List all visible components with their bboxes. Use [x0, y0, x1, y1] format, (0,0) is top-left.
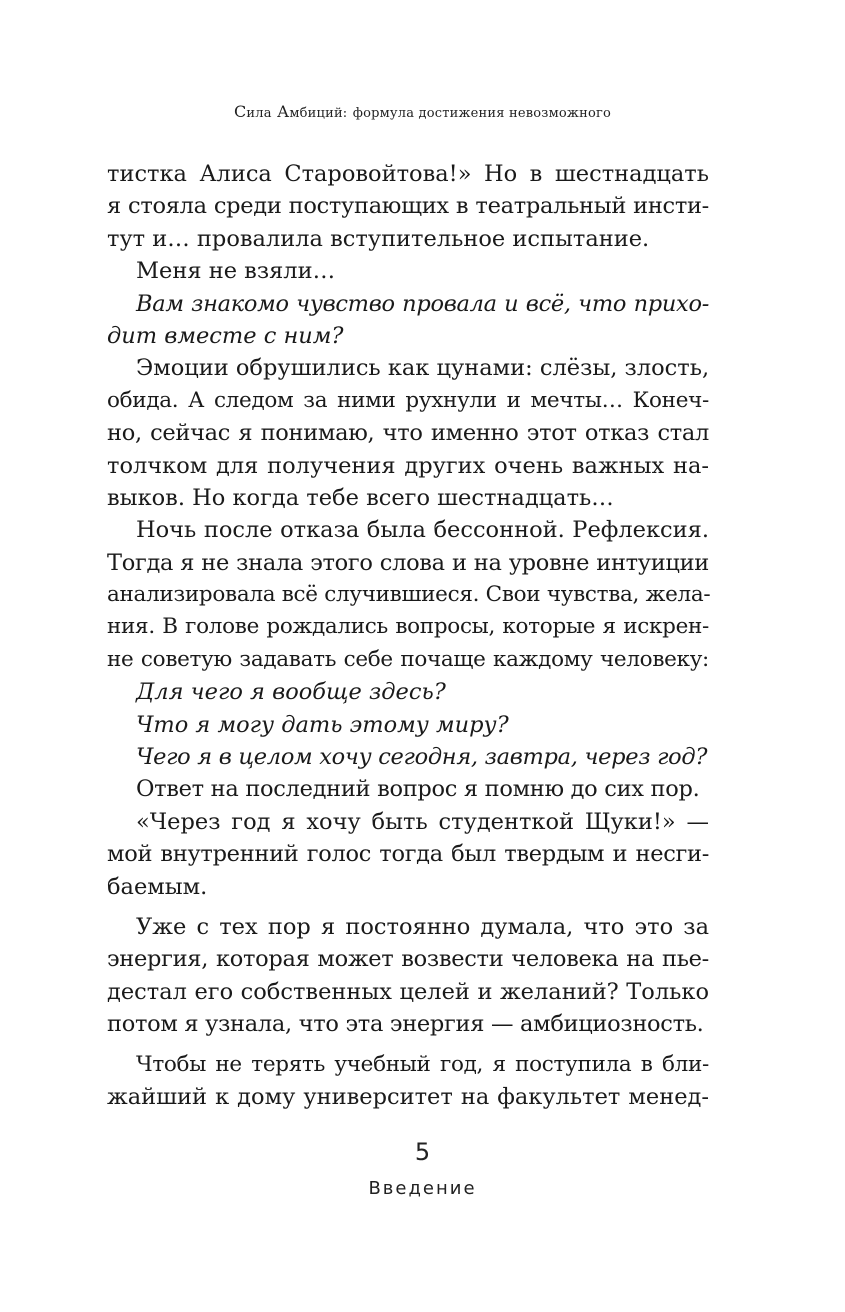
running-head — [0, 102, 845, 121]
text-line-italic: дит вместе с ним? — [107, 322, 344, 349]
text-line-italic: Вам знакомо чувство провала и всё, что прихо- — [136, 290, 709, 317]
text-line: Чтобы не терять учебный год, я поступила в бли- — [136, 1051, 709, 1077]
text-line: мой внутренний голос тогда был твердым и несги- — [107, 841, 709, 868]
body-text — [107, 158, 709, 1113]
page-number: 5 — [414, 1138, 431, 1166]
text-line: Уже с тех пор я постоянно думала, что это за — [136, 913, 709, 940]
text-line: Эмоции обрушились как цунами: слёзы, злость, — [136, 355, 710, 382]
text-line: выков. Но когда тебе всего шестнадцать… — [107, 484, 614, 511]
text-line: я стояла среди поступающих в театральный инсти- — [107, 193, 709, 220]
text-line: энергия, которая может возвести человека на пье- — [107, 946, 709, 973]
running-head-part-2: мбиций: — [289, 106, 348, 121]
text-line: «Через год я хочу быть студенткой Щуки!» — — [136, 808, 709, 835]
text-line: обида. А следом за ними рухнули и мечты… Конеч- — [107, 387, 709, 413]
text-line-italic: Для чего я вообще здесь? — [136, 679, 446, 706]
text-line: тистка Алиса Старовойтова!» Но в шестнадцать — [107, 161, 709, 187]
text-line: анализировала всё случившиеся. Свои чувства, жела- — [107, 582, 711, 608]
text-line-italic: Что я могу дать этому миру? — [136, 711, 509, 738]
text-line: тут и… провалила вступительное испытание. — [107, 225, 650, 252]
text-line: потом я узнала, что эта энергия — амбициозность. — [107, 1011, 704, 1038]
text-line: Меня не взяли… — [136, 258, 336, 285]
text-line-italic: Чего я в целом хочу сегодня, завтра, через год? — [136, 744, 708, 771]
text-line: жайший к дому университет на факультет менед- — [107, 1083, 709, 1110]
text-line: дестал его собственных целей и желаний? Только — [107, 978, 709, 1005]
text-line: Ночь после отказа была бессонной. Рефлексия. — [136, 517, 709, 544]
text-line: но, сейчас я понимаю, что именно этот отказ стал — [107, 420, 709, 447]
text-line: толчком для получения других очень важных на- — [107, 452, 709, 479]
text-line: Ответ на последний вопрос я помню до сих пор. — [136, 776, 700, 803]
section-title: Введение — [368, 1178, 477, 1199]
running-head-part-1: ила — [246, 106, 272, 121]
text-line: Тогда я не знала этого слова и на уровне интуиции — [107, 549, 709, 576]
text-line: баемым. — [107, 873, 208, 900]
text-line: не советую задавать себе почаще каждому человеку: — [107, 646, 709, 672]
text-line: ния. В голове рождались вопросы, которые я искрен- — [107, 614, 709, 640]
running-head-initial-2: А — [276, 102, 290, 121]
running-head-part-3: формула достижения невозможного — [352, 106, 612, 121]
running-head-initial-1: С — [233, 102, 247, 121]
